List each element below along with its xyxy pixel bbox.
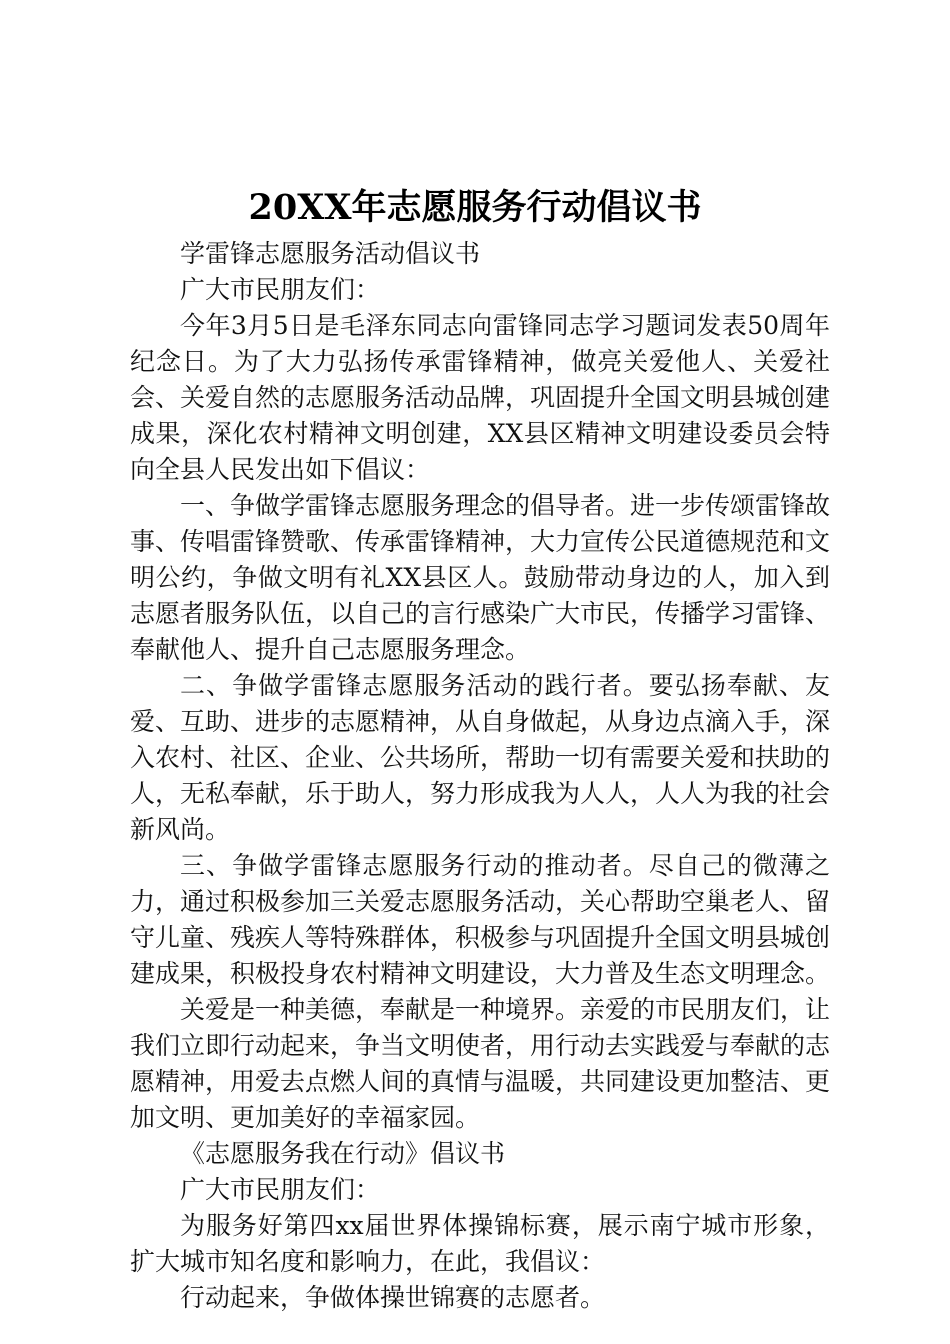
paragraph-second-intro: 为服务好第四xx届世界体操锦标赛，展示南宁城市形象，扩大城市知名度和影响力，在此，我倡议：: [130, 1211, 830, 1276]
paragraph-point-two: 二、争做学雷锋志愿服务活动的践行者。要弘扬奉献、友爱、互助、进步的志愿精神，从自身做起，从身边点滴入手，深入农村、社区、企业、公共场所，帮助一切有需要关爱和扶助的人，无私奉献，乐于助人，努力形成我为人人，人人为我的社会新风尚。: [130, 671, 831, 844]
paragraph-second-point: 行动起来，争做体操世锦赛的志愿者。: [180, 1283, 606, 1312]
document-body: [130, 236, 830, 1316]
paragraph-point-one: 一、争做学雷锋志愿服务理念的倡导者。进一步传颂雷锋故事、传唱雷锋赞歌、传承雷锋精神，大力宣传公民道德规范和文明公约，争做文明有礼XX县区人。鼓励带动身边的人，加入到志愿者服务队伍，以自己的言行感染广大市民，传播学习雷锋、奉献他人、提升自己志愿服务理念。: [130, 491, 831, 664]
paragraph-second-salutation: 广大市民朋友们：: [180, 1175, 381, 1204]
paragraph-point-three: 三、争做学雷锋志愿服务行动的推动者。尽自己的微薄之力，通过积极参加三关爱志愿服务活动，关心帮助空巢老人、留守儿童、残疾人等特殊群体，积极参与巩固提升全国文明县城创建成果，积极投身农村精神文明建设，大力普及生态文明理念。: [130, 851, 831, 988]
paragraph-intro: 今年3月5日是毛泽东同志向雷锋同志学习题词发表50周年纪念日。为了大力弘扬传承雷锋精神，做亮关爱他人、关爱社会、关爱自然的志愿服务活动品牌，巩固提升全国文明县城创建成果，深化农村精神文明创建，XX县区精神文明建设委员会特向全县人民发出如下倡议：: [130, 311, 831, 484]
paragraph-salutation: 广大市民朋友们：: [180, 275, 381, 304]
document-title: 20XX年志愿服务行动倡议书: [248, 187, 702, 228]
paragraph-second-heading: 《志愿服务我在行动》倡议书: [180, 1139, 506, 1168]
paragraph-subtitle: 学雷锋志愿服务活动倡议书: [180, 239, 481, 268]
paragraph-closing: 关爱是一种美德，奉献是一种境界。亲爱的市民朋友们，让我们立即行动起来，争当文明使者，用行动去实践爱与奉献的志愿精神，用爱去点燃人间的真情与温暖，共同建设更加整洁、更加文明、更加美好的幸福家园。: [130, 995, 831, 1132]
